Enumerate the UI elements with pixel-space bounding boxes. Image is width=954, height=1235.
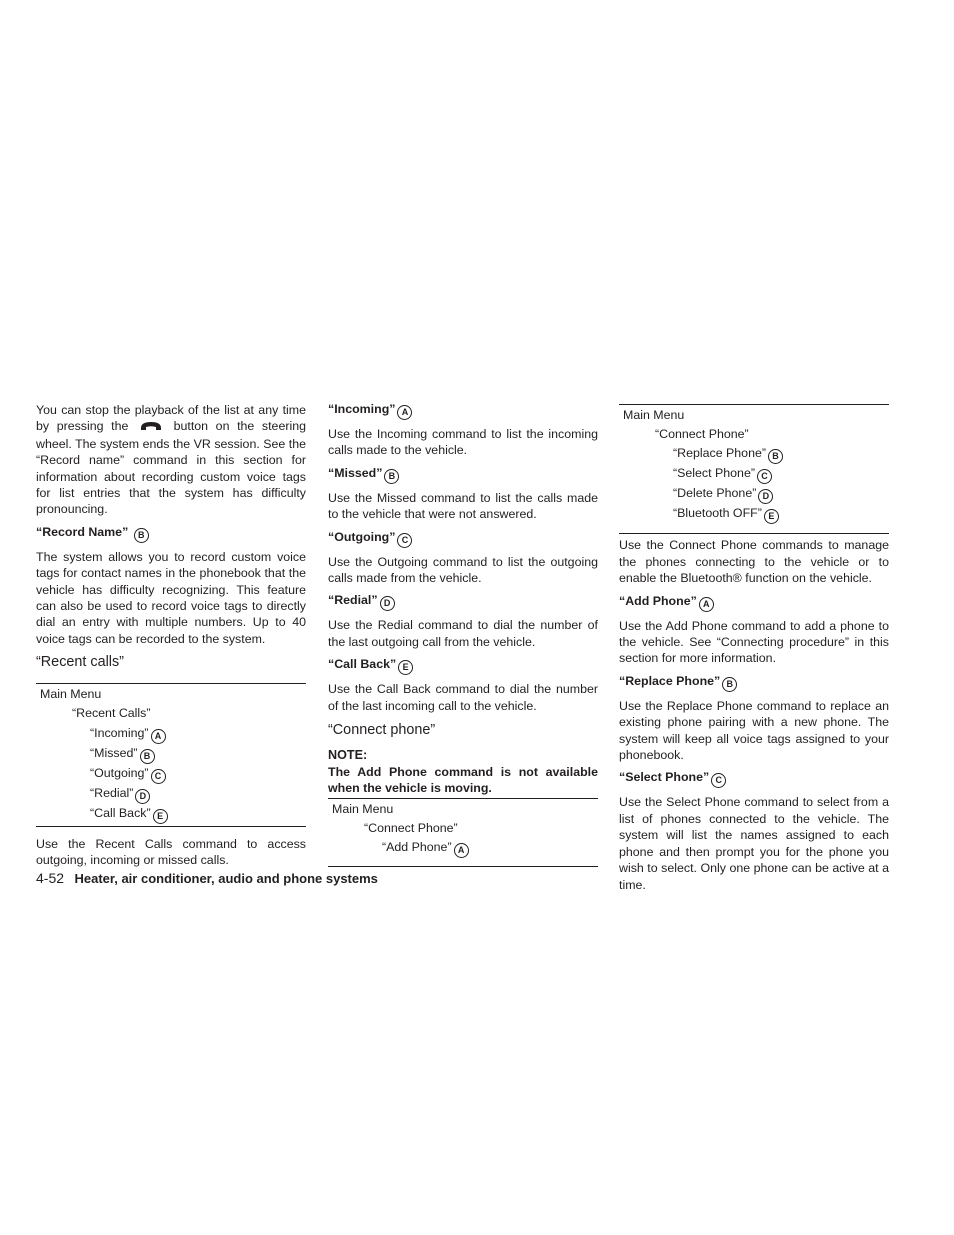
connect-phone-menu-tree: [328, 798, 598, 867]
menu-item-call-back: “Call Back” E: [36, 804, 306, 824]
missed-description: Use the Missed command to list the calls made to the vehicle that were not answered.: [328, 490, 598, 522]
incoming-command: “Incoming” A: [328, 401, 598, 420]
callout-marker: E: [764, 509, 779, 524]
redial-command: “Redial” D: [328, 592, 598, 611]
menu-root: Main Menu: [332, 801, 394, 816]
menu-item-outgoing: “Outgoing” C: [36, 764, 306, 784]
redial-description: Use the Redial command to dial the number of the last outgoing call from the vehicle.: [328, 618, 598, 649]
callout-marker: B: [140, 749, 155, 764]
callout-marker: B: [768, 449, 783, 464]
callout-marker: C: [151, 769, 166, 784]
incoming-description: Use the Incoming command to list the incoming calls made to the vehicle.: [328, 427, 598, 458]
connect-phone-description: Use the Connect Phone commands to manage the phones connecting to the vehicle or to enable the Bluetooth® function on the vehicle.: [619, 538, 889, 586]
menu-item-redial: “Redial” D: [36, 784, 306, 804]
recent-calls-heading: “Recent calls”: [36, 654, 124, 671]
add-phone-description: Use the Add Phone command to add a phone to the vehicle. See “Connecting procedure” in this section for more information.: [619, 618, 889, 666]
menu-root: Main Menu: [623, 408, 685, 422]
menu-item-incoming: “Incoming” A: [36, 724, 306, 744]
menu-level1: “Connect Phone”: [364, 821, 458, 836]
recent-calls-description: Use the Recent Calls command to access outgoing, incoming or missed calls.: [36, 836, 306, 868]
menu-item-add-phone: “Add Phone” A: [328, 838, 598, 858]
hang-up-phone-icon: [140, 419, 162, 435]
call-back-command: “Call Back” E: [328, 656, 598, 675]
select-phone-command: “Select Phone” C: [619, 769, 889, 788]
record-name-label: “Record Name”: [36, 524, 129, 539]
add-phone-command: “Add Phone” A: [619, 593, 889, 612]
column-right: [619, 400, 889, 893]
callout-marker: D: [135, 789, 150, 804]
outgoing-command: “Outgoing” C: [328, 529, 598, 548]
callout-marker: A: [699, 597, 714, 612]
record-name-description: The system allows you to record custom voice tags for contact names in the phonebook that the vehicle has difficulty recognizing. This feature can also be used to record voice tags to directly dial an entry with multiple numbers. Up to 40 voice tags can be recorded to the system.: [36, 549, 306, 646]
outgoing-description: Use the Outgoing command to list the outgoing calls made from the vehicle.: [328, 554, 598, 586]
section-title: Heater, air conditioner, audio and phone systems: [74, 871, 378, 886]
note-text: The Add Phone command is not available when the vehicle is moving.: [328, 765, 598, 796]
call-back-description: Use the Call Back command to dial the number of the last incoming call to the vehicle.: [328, 682, 598, 713]
callout-marker: D: [758, 489, 773, 504]
menu-item-delete-phone: “Delete Phone” D: [619, 484, 889, 504]
column-left: [36, 400, 306, 869]
callout-marker: E: [153, 809, 168, 824]
connect-phone-heading: “Connect phone”: [328, 722, 436, 739]
replace-phone-description: Use the Replace Phone command to replace an existing phone pairing with a new phone. The system will keep all voice tags assigned to your phonebook.: [619, 698, 889, 763]
recent-calls-menu-tree: [36, 683, 306, 826]
callout-marker: A: [454, 843, 469, 858]
intro-text-pre: You can stop the playback of the list at any time by pressing the: [36, 403, 306, 434]
menu-item-bluetooth-off: “Bluetooth OFF” E: [619, 504, 889, 524]
callout-marker: A: [397, 405, 412, 420]
page-footer: [36, 870, 378, 888]
page-number: 4-52: [36, 870, 65, 886]
callout-marker: B: [384, 469, 399, 484]
menu-level1: “Connect Phone”: [655, 427, 749, 442]
intro-text-post: button on the steering wheel. The system ends the VR session. See the “Record name” command in this section for information about recording custom voice tags for list entries that the system has difficulty pronouncing.: [36, 419, 306, 517]
callout-marker: D: [380, 596, 395, 611]
callout-marker: A: [151, 729, 166, 744]
callout-marker: C: [757, 469, 772, 484]
callout-marker: C: [397, 533, 412, 548]
record-name-command: [36, 524, 306, 543]
callout-marker: B: [722, 677, 737, 692]
callout-marker: E: [398, 660, 413, 675]
menu-level1: “Recent Calls”: [72, 706, 151, 721]
note-heading: NOTE:: [328, 748, 368, 763]
intro-paragraph: [36, 402, 306, 518]
menu-item-missed: “Missed” B: [36, 744, 306, 764]
replace-phone-command: “Replace Phone” B: [619, 673, 889, 692]
menu-root: Main Menu: [40, 687, 102, 702]
select-phone-description: Use the Select Phone command to select from a list of phones connected to the vehicle. The system will list the names assigned to each phone and then prompt you for the phone you wish to select. Only one phone can be active at a time.: [619, 795, 889, 892]
callout-marker: C: [711, 773, 726, 788]
connect-phone-menu-tree-continued: [619, 404, 889, 534]
menu-item-replace-phone: “Replace Phone” B: [619, 444, 889, 464]
column-middle: [328, 400, 598, 867]
missed-command: “Missed” B: [328, 465, 598, 484]
callout-marker: B: [134, 528, 149, 543]
menu-item-select-phone: “Select Phone” C: [619, 464, 889, 484]
